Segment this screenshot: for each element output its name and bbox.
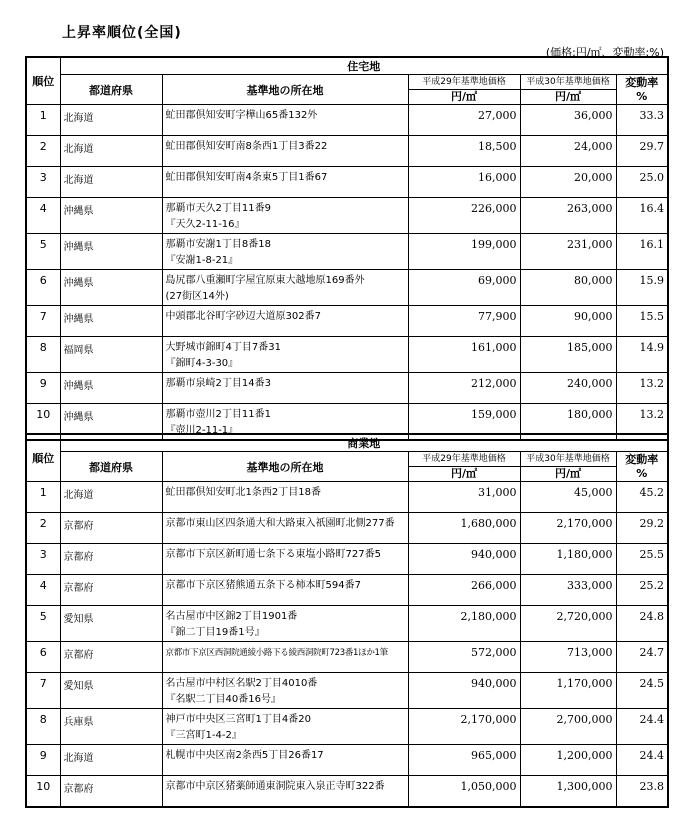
section-label: 商業地: [60, 434, 668, 452]
address-cell: [162, 513, 408, 544]
price-h30-cell: 185,000: [520, 337, 616, 373]
address-cell: [162, 306, 408, 337]
address-line: 虻田郡倶知安町字樺山65番132外: [165, 110, 318, 121]
price-h29-label: 平成29年基準地価格: [422, 77, 506, 87]
price-h29-cell: 31,000: [408, 482, 520, 513]
change-cell: 25.5: [616, 544, 668, 575]
pref-cell: 沖縄県: [60, 404, 162, 441]
price-h30-cell: 2,720,000: [520, 606, 616, 642]
address-line: 虻田郡倶知安町南8条西1丁目3番22: [165, 141, 328, 152]
unit-note: (価格:円/㎡、変動率:%): [545, 46, 664, 59]
rank-cell: 10: [26, 404, 60, 441]
address-cell: [162, 482, 408, 513]
change-cell: 13.2: [616, 404, 668, 441]
pref-cell: 沖縄県: [60, 234, 162, 270]
rank-cell: 8: [26, 337, 60, 373]
address-line: 神戸市中央区三宮町1丁目4番20: [165, 714, 311, 725]
pref-cell: 京都府: [60, 575, 162, 606]
price-h30-cell: 80,000: [520, 270, 616, 306]
pref-header: 都道府県: [60, 452, 162, 482]
price-h30-header: [520, 75, 616, 105]
address-line: 虻田郡倶知安町南4条東5丁目1番67: [165, 172, 328, 183]
table-row: [26, 198, 668, 234]
residential-table: [25, 56, 669, 441]
price-h29-cell: 2,170,000: [408, 709, 520, 745]
price-h29-cell: 77,900: [408, 306, 520, 337]
pref-cell: 北海道: [60, 105, 162, 136]
change-label: 変動率: [625, 452, 659, 466]
table-row: [26, 234, 668, 270]
price-h29-cell: 266,000: [408, 575, 520, 606]
pref-cell: 京都府: [60, 544, 162, 575]
table-row: [26, 167, 668, 198]
address-line: 島尻郡八重瀬町字屋宜原東大越地原169番外: [165, 275, 365, 286]
change-cell: 29.7: [616, 136, 668, 167]
address-line: 京都市下京区猪熊通五条下る柿本町594番7: [165, 580, 361, 591]
address-line: 札幌市中央区南2条西5丁目26番17: [165, 750, 324, 761]
price-h30-cell: 263,000: [520, 198, 616, 234]
address-cell: [162, 373, 408, 404]
price-h30-header: [520, 452, 616, 482]
price-h29-cell: 1,680,000: [408, 513, 520, 544]
rank-cell: 7: [26, 306, 60, 337]
address-cell: [162, 105, 408, 136]
address-line-2: 『錦町4-3-30』: [165, 358, 239, 369]
price-h30-cell: 1,300,000: [520, 776, 616, 807]
price-unit: 円/㎡: [409, 89, 520, 104]
price-h29-cell: 199,000: [408, 234, 520, 270]
table-row: [26, 337, 668, 373]
price-h29-header: [408, 452, 520, 482]
address-line: 名古屋市中村区名駅2丁目4010番: [165, 678, 318, 689]
price-h30-label: 平成30年基準地価格: [526, 454, 610, 464]
price-h30-cell: 90,000: [520, 306, 616, 337]
address-line: 京都市下京区新町通七条下る東塩小路町727番5: [165, 549, 381, 560]
price-unit: 円/㎡: [409, 466, 520, 481]
table-row: [26, 709, 668, 745]
table-row: [26, 270, 668, 306]
address-cell: [162, 167, 408, 198]
address-line-2: (27街区14外): [165, 291, 229, 302]
price-h29-cell: 1,050,000: [408, 776, 520, 807]
price-h29-cell: 16,000: [408, 167, 520, 198]
pref-cell: 北海道: [60, 167, 162, 198]
address-line-2: 『三宮町1-4-2』: [165, 730, 242, 741]
table-row: [26, 513, 668, 544]
change-cell: 24.4: [616, 745, 668, 776]
address-cell: [162, 709, 408, 745]
address-cell: [162, 234, 408, 270]
address-line-2: 『壺川2-11-1』: [165, 425, 239, 436]
price-h30-cell: 240,000: [520, 373, 616, 404]
table-row: [26, 673, 668, 709]
price-h30-cell: 1,200,000: [520, 745, 616, 776]
price-h29-cell: 226,000: [408, 198, 520, 234]
change-header: [616, 75, 668, 105]
change-cell: 25.0: [616, 167, 668, 198]
pref-cell: 京都府: [60, 642, 162, 673]
rank-cell: 5: [26, 606, 60, 642]
price-h30-cell: 180,000: [520, 404, 616, 441]
pref-cell: 愛知県: [60, 606, 162, 642]
rank-cell: 5: [26, 234, 60, 270]
pref-cell: 京都府: [60, 776, 162, 807]
price-h30-cell: 1,180,000: [520, 544, 616, 575]
price-h30-cell: 2,700,000: [520, 709, 616, 745]
table-row: [26, 642, 668, 673]
rank-header: 順位: [26, 434, 60, 482]
table-row: [26, 575, 668, 606]
pref-cell: 北海道: [60, 482, 162, 513]
change-unit: %: [636, 466, 648, 480]
change-cell: 24.8: [616, 606, 668, 642]
address-line: 中頭郡北谷町字砂辺大道原302番7: [165, 311, 321, 322]
address-line: 虻田郡倶知安町北1条西2丁目18番: [165, 487, 321, 498]
address-line: 京都市中京区猪薬師通東洞院東入泉正寺町322番: [165, 781, 385, 792]
address-line-2: 『錦二丁目19番1号』: [165, 627, 265, 638]
table-row: [26, 745, 668, 776]
address-cell: [162, 776, 408, 807]
table-row: [26, 373, 668, 404]
table-row: [26, 482, 668, 513]
address-line: 名古屋市中区錦2丁目1901番: [165, 611, 298, 622]
rank-cell: 9: [26, 745, 60, 776]
price-unit: 円/㎡: [521, 466, 616, 481]
price-h30-cell: 231,000: [520, 234, 616, 270]
address-line: 那覇市天久2丁目11番9: [165, 203, 271, 214]
price-h30-cell: 333,000: [520, 575, 616, 606]
price-h30-cell: 24,000: [520, 136, 616, 167]
pref-cell: 愛知県: [60, 673, 162, 709]
change-cell: 33.3: [616, 105, 668, 136]
table-row: [26, 606, 668, 642]
table-row: [26, 105, 668, 136]
change-cell: 16.1: [616, 234, 668, 270]
price-h29-cell: 27,000: [408, 105, 520, 136]
change-cell: 29.2: [616, 513, 668, 544]
change-cell: 23.8: [616, 776, 668, 807]
price-h30-cell: 713,000: [520, 642, 616, 673]
address-cell: [162, 337, 408, 373]
price-h29-cell: 965,000: [408, 745, 520, 776]
rank-cell: 3: [26, 167, 60, 198]
address-line: 京都市東山区四条通大和大路東入祇園町北側277番: [165, 518, 395, 529]
address-line: 那覇市泉崎2丁目14番3: [165, 378, 271, 389]
address-line: 那覇市安謝1丁目8番18: [165, 239, 271, 250]
price-h29-cell: 2,180,000: [408, 606, 520, 642]
price-h29-cell: 212,000: [408, 373, 520, 404]
change-cell: 15.9: [616, 270, 668, 306]
address-line-2: 『天久2-11-16』: [165, 219, 245, 230]
change-cell: 24.7: [616, 642, 668, 673]
change-label: 変動率: [625, 75, 659, 89]
address-cell: [162, 606, 408, 642]
pref-cell: 沖縄県: [60, 373, 162, 404]
pref-cell: 福岡県: [60, 337, 162, 373]
price-h30-label: 平成30年基準地価格: [526, 77, 610, 87]
change-cell: 25.2: [616, 575, 668, 606]
section-label: 住宅地: [60, 57, 668, 75]
address-line: 那覇市壺川2丁目11番1: [165, 409, 271, 420]
address-cell: [162, 575, 408, 606]
price-h29-label: 平成29年基準地価格: [422, 454, 506, 464]
rank-cell: 7: [26, 673, 60, 709]
address-cell: [162, 642, 408, 673]
price-h29-cell: 18,500: [408, 136, 520, 167]
price-h30-cell: 20,000: [520, 167, 616, 198]
address-header: 基準地の所在地: [162, 452, 408, 482]
page-title: 上昇率順位(全国): [62, 25, 182, 41]
change-cell: 24.4: [616, 709, 668, 745]
price-h30-cell: 45,000: [520, 482, 616, 513]
change-cell: 13.2: [616, 373, 668, 404]
change-cell: 14.9: [616, 337, 668, 373]
change-header: [616, 452, 668, 482]
rank-cell: 2: [26, 513, 60, 544]
change-cell: 15.5: [616, 306, 668, 337]
rank-cell: 4: [26, 575, 60, 606]
address-cell: [162, 745, 408, 776]
rank-cell: 6: [26, 270, 60, 306]
change-unit: %: [636, 89, 648, 103]
table-row: [26, 306, 668, 337]
price-h29-cell: 161,000: [408, 337, 520, 373]
price-h29-header: [408, 75, 520, 105]
price-unit: 円/㎡: [521, 89, 616, 104]
address-cell: [162, 198, 408, 234]
pref-cell: 沖縄県: [60, 270, 162, 306]
rank-cell: 1: [26, 105, 60, 136]
address-header: 基準地の所在地: [162, 75, 408, 105]
address-line: 京都市下京区西洞院通綾小路下る綾西洞院町723番1ほか1筆: [165, 648, 388, 658]
rank-cell: 1: [26, 482, 60, 513]
table-row: [26, 136, 668, 167]
rank-cell: 9: [26, 373, 60, 404]
change-cell: 24.5: [616, 673, 668, 709]
address-line-2: 『名駅二丁目40番16号』: [165, 694, 281, 705]
rank-cell: 3: [26, 544, 60, 575]
price-h29-cell: 940,000: [408, 544, 520, 575]
price-h29-cell: 940,000: [408, 673, 520, 709]
pref-cell: 京都府: [60, 513, 162, 544]
address-cell: [162, 136, 408, 167]
pref-cell: 兵庫県: [60, 709, 162, 745]
address-cell: [162, 544, 408, 575]
price-h30-cell: 2,170,000: [520, 513, 616, 544]
rank-cell: 4: [26, 198, 60, 234]
change-cell: 45.2: [616, 482, 668, 513]
rank-header: 順位: [26, 57, 60, 105]
pref-cell: 沖縄県: [60, 198, 162, 234]
price-h30-cell: 36,000: [520, 105, 616, 136]
price-h30-cell: 1,170,000: [520, 673, 616, 709]
rank-cell: 8: [26, 709, 60, 745]
address-line: 大野城市錦町4丁目7番31: [165, 342, 281, 353]
pref-cell: 北海道: [60, 136, 162, 167]
pref-header: 都道府県: [60, 75, 162, 105]
address-cell: [162, 270, 408, 306]
pref-cell: 沖縄県: [60, 306, 162, 337]
rank-cell: 6: [26, 642, 60, 673]
price-h29-cell: 159,000: [408, 404, 520, 441]
rank-cell: 2: [26, 136, 60, 167]
price-h29-cell: 69,000: [408, 270, 520, 306]
commercial-table: [25, 433, 669, 808]
table-row: [26, 776, 668, 807]
address-line-2: 『安謝1-8-21』: [165, 255, 239, 266]
price-h29-cell: 572,000: [408, 642, 520, 673]
pref-cell: 北海道: [60, 745, 162, 776]
table-row: [26, 544, 668, 575]
rank-cell: 10: [26, 776, 60, 807]
change-cell: 16.4: [616, 198, 668, 234]
address-cell: [162, 673, 408, 709]
